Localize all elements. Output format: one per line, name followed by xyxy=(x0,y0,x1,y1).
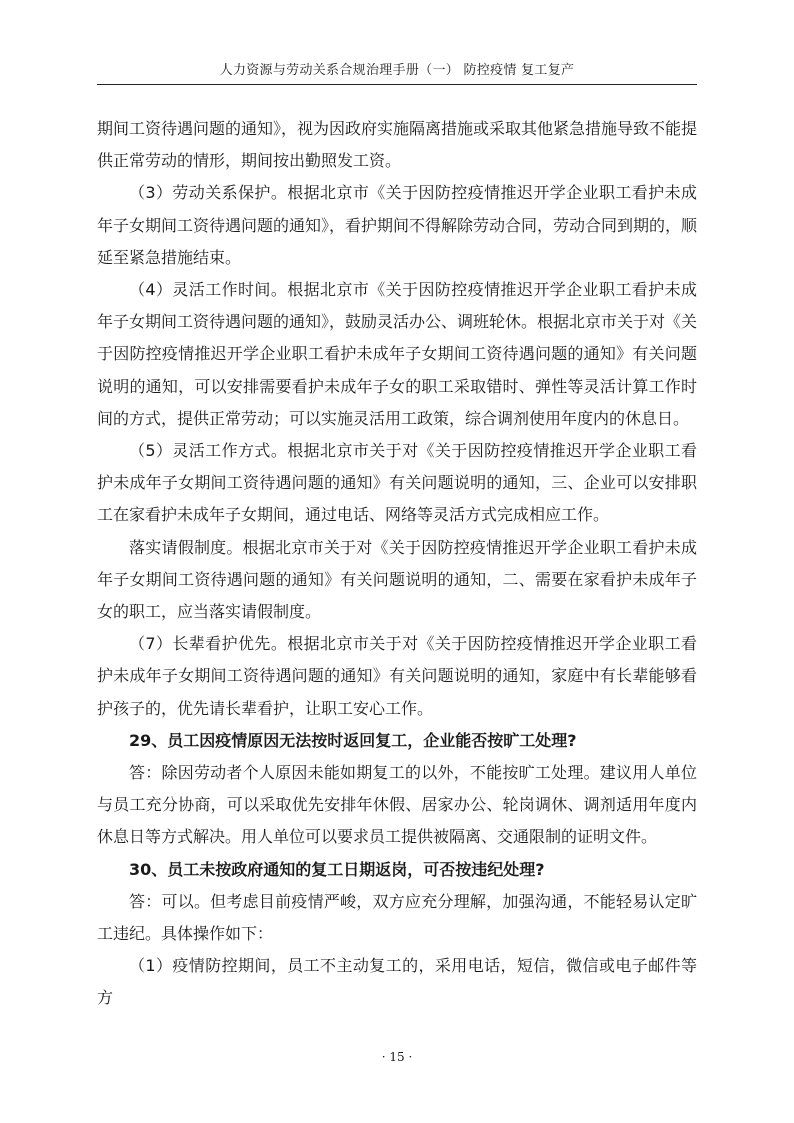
paragraph-item-5: （5）灵活工作方式。根据北京市关于对《关于因防控疫情推迟开学企业职工看护未成年子女期间工资待遇问题的通知》有关问题说明的通知，三、企业可以安排职工在家看护未成年子女期间，通过电话、网络等灵活方式完成相应工作。 xyxy=(97,441,697,525)
answer-30: 答：可以。但考虑目前疫情严峻，双方应充分理解，加强沟通，不能轻易认定旷工违纪。具体操作如下： xyxy=(97,891,697,944)
question-29-heading: 29、员工因疫情原因无法按时返回复工，企业能否按旷工处理? xyxy=(129,730,577,750)
paragraph-continuation: 期间工资待遇问题的通知》，视为因政府实施隔离措施或采取其他紧急措施导致不能提供正常劳动的情形，期间按出勤照发工资。 xyxy=(97,119,698,171)
paragraph-item-4: （4）灵活工作时间。根据北京市《关于因防控疫情推迟开学企业职工看护未成年子女期间工资待遇问题的通知》，鼓励灵活办公、调班轮休。根据北京市关于对《关于因防控疫情推迟开学企业职工看护未成年子女期间工资待遇问题的通知》有关问题说明的通知，可以安排需要看护未成年子女的职工采取错时、弹性等灵活计算工作时间的方式，提供正常劳动；可以实施灵活用工政策，综合调剂使用年度内的休息日。 xyxy=(97,280,698,428)
document-body xyxy=(97,113,697,1015)
running-header: 人力资源与劳动关系合规治理手册（一） 防控疫情 复工复产 xyxy=(219,63,575,78)
header-divider xyxy=(97,84,697,85)
answer-29: 答：除因劳动者个人原因未能如期复工的以外，不能按旷工处理。建议用人单位与员工充分协商，可以采取优先安排年休假、居家办公、轮岗调休、调剂适用年度内休息日等方式解决。用人单位可以要求员工提供被隔离、交通限制的证明文件。 xyxy=(97,763,697,847)
paragraph-item-3: （3）劳动关系保护。根据北京市《关于因防控疫情推迟开学企业职工看护未成年子女期间工资待遇问题的通知》，看护期间不得解除劳动合同，劳动合同到期的，顺延至紧急措施结束。 xyxy=(97,183,698,267)
question-30-heading: 30、员工未按政府通知的复工日期返岗，可否按违纪处理? xyxy=(129,859,545,879)
page-number: · 15 · xyxy=(381,1050,413,1064)
paragraph-leave-policy: 落实请假制度。根据北京市关于对《关于因防控疫情推迟开学企业职工看护未成年子女期间工资待遇问题的通知》有关问题说明的通知，二、需要在家看护未成年子女的职工，应当落实请假制度。 xyxy=(97,537,697,622)
answer-30-step-1: （1）疫情防控期间，员工不主动复工的，采用电话，短信，微信或电子邮件等方 xyxy=(97,956,697,1008)
paragraph-item-7: （7）长辈看护优先。根据北京市关于对《关于因防控疫情推迟开学企业职工看护未成年子女期间工资待遇问题的通知》有关问题说明的通知，家庭中有长辈能够看护孩子的，优先请长辈看护，让职工安心工作。 xyxy=(97,634,697,718)
